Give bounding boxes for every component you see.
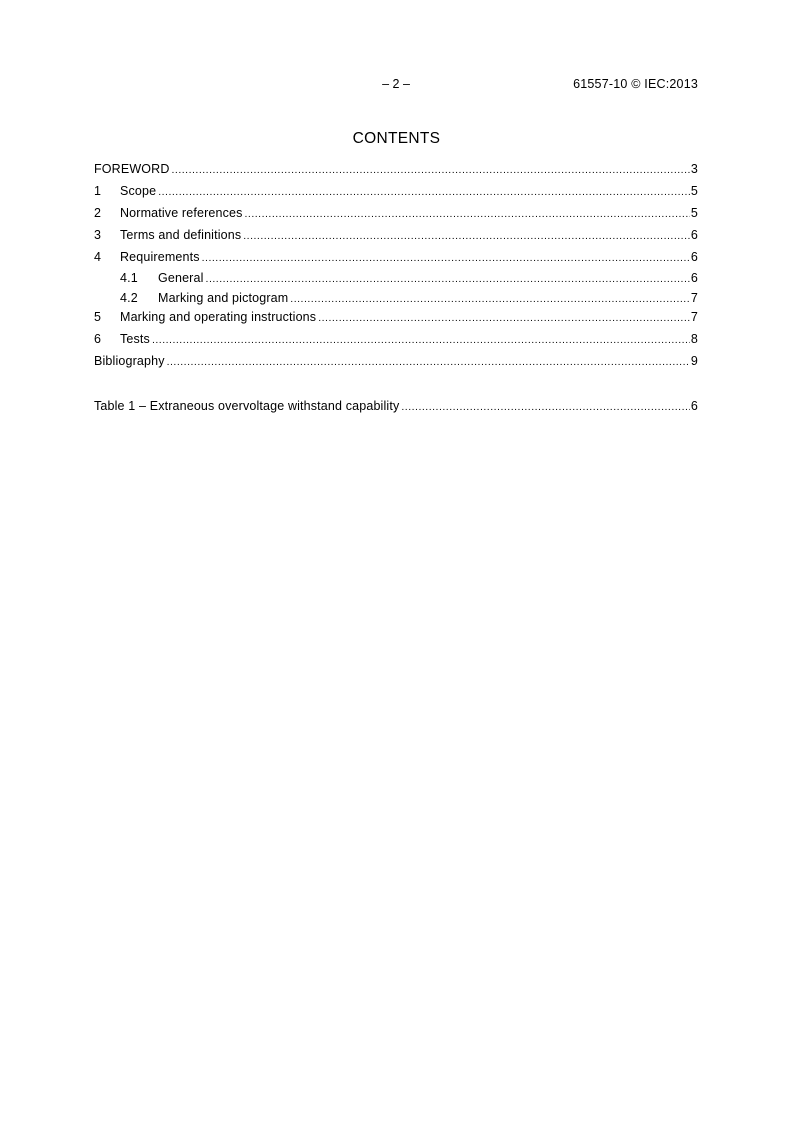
toc-entry-number: 4.2 (120, 290, 138, 305)
toc-leader-dots (318, 310, 690, 326)
toc-entry-page: 6 (690, 227, 698, 242)
toc-leader-dots (206, 271, 690, 287)
toc-entry-page: 5 (690, 183, 698, 198)
toc-entry-page: 9 (690, 354, 698, 369)
toc-entry-text: FOREWORD (94, 162, 170, 176)
toc-entry-text: Tests (120, 332, 150, 347)
toc-entry-text: Requirements (120, 249, 200, 264)
toc-entry-page: 7 (690, 290, 698, 305)
toc-leader-dots (158, 184, 690, 200)
table-of-contents (94, 160, 698, 374)
toc-leader-dots (202, 250, 690, 266)
toc-entry-tests[interactable] (94, 330, 698, 352)
toc-entry-page: 7 (690, 310, 698, 325)
toc-entry-bibliography[interactable] (94, 352, 698, 374)
toc-entry-scope[interactable] (94, 182, 698, 204)
toc-entry-foreword[interactable] (94, 160, 698, 182)
toc-entry-text: Marking and pictogram (158, 290, 289, 305)
toc-entry-page: 6 (690, 249, 698, 264)
toc-entry-number: 4 (94, 249, 102, 264)
toc-entry-table-1[interactable] (94, 397, 698, 419)
document-id: 61557-10 © IEC:2013 (573, 77, 698, 91)
toc-entry-number: 1 (94, 183, 102, 198)
toc-entry-page: 6 (690, 399, 698, 413)
page-number: – 2 – (382, 77, 410, 91)
toc-entry-number: 2 (94, 205, 102, 220)
toc-entry-general[interactable] (94, 269, 698, 289)
toc-entry-text: General (158, 271, 204, 286)
toc-entry-text: Table 1 – Extraneous overvoltage withstand capability (94, 399, 400, 413)
toc-entry-number: 6 (94, 332, 102, 347)
toc-leader-dots (290, 291, 690, 307)
toc-leader-dots (152, 332, 690, 348)
toc-leader-dots (245, 206, 690, 222)
toc-entry-text: Terms and definitions (120, 227, 242, 242)
toc-entry-text: Normative references (120, 205, 243, 220)
toc-entry-terms-and-definitions[interactable] (94, 226, 698, 248)
toc-entry-page: 8 (690, 332, 698, 347)
toc-entry-page: 5 (690, 205, 698, 220)
contents-title: CONTENTS (352, 130, 441, 147)
list-of-tables (94, 397, 698, 419)
toc-entry-number: 5 (94, 310, 102, 325)
toc-entry-page: 3 (690, 162, 698, 176)
toc-leader-dots (401, 399, 690, 415)
toc-entry-page: 6 (690, 271, 698, 286)
toc-entry-number: 4.1 (120, 271, 138, 286)
toc-entry-requirements[interactable] (94, 248, 698, 270)
toc-leader-dots (172, 162, 690, 178)
toc-leader-dots (243, 228, 690, 244)
toc-entry-text: Bibliography (94, 354, 165, 369)
toc-entry-number: 3 (94, 227, 102, 242)
toc-entry-text: Marking and operating instructions (120, 310, 317, 325)
toc-entry-marking-and-operating-instructions[interactable] (94, 308, 698, 330)
toc-entry-marking-and-pictogram[interactable] (94, 289, 698, 309)
toc-entry-normative-references[interactable] (94, 204, 698, 226)
toc-entry-text: Scope (120, 183, 157, 198)
toc-leader-dots (167, 354, 690, 370)
